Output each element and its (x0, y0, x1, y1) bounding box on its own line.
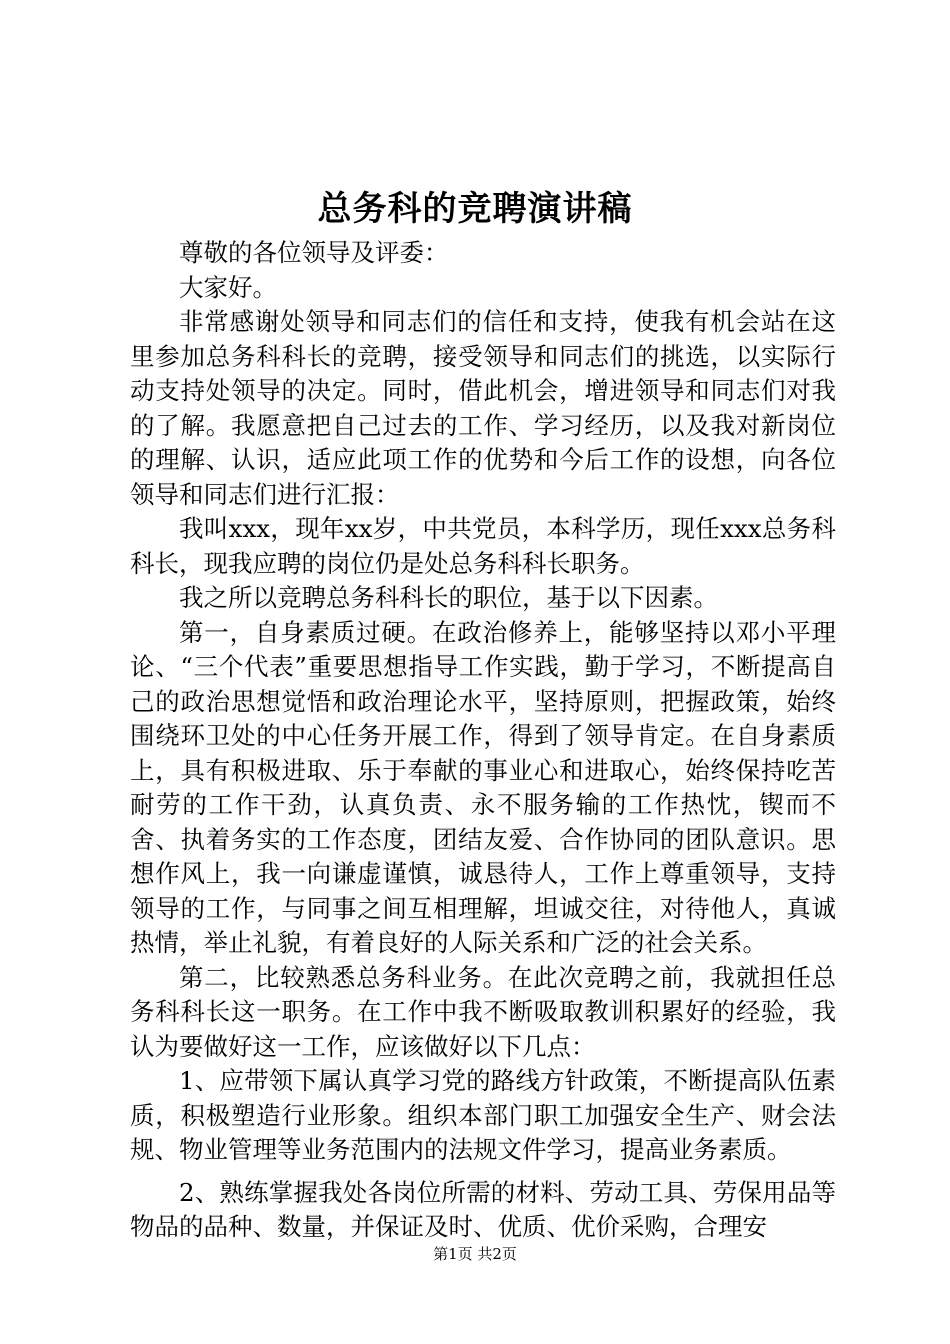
paragraph-intro: 非常感谢处领导和同志们的信任和支持，使我有机会站在这里参加总务科科长的竞聘，接受领导和同志们的挑选，以实际行动支持处领导的决定。同时，借此机会，增进领导和同志们对我的了解。我愿意把自己过去的工作、学习经历，以及我对新岗位的理解、认识，适应此项工作的优势和今后工作的设想，向各位领导和同志们进行汇报： (130, 307, 836, 509)
paragraph-first-point: 第一，自身素质过硬。在政治修养上，能够坚持以邓小平理论、“三个代表”重要思想指导工作实践，勤于学习，不断提高自己的政治思想觉悟和政治理论水平，坚持原则，把握政策，始终围绕环卫处的中心任务开展工作，得到了领导肯定。在自身素质上，具有积极进取、乐于奉献的事业心和进取心，始终保持吃苦耐劳的工作干劲，认真负责、永不服务输的工作热忱，锲而不舍、执着务实的工作态度，团结友爱、合作协同的团队意识。思想作风上，我一向谦虚谨慎，诚恳待人，工作上尊重领导，支持领导的工作，与同事之间互相理解，坦诚交往，对待他人，真诚热情，举止礼貌，有着良好的人际关系和广泛的社会关系。 (130, 617, 836, 957)
paragraph-self-intro: 我叫xxx，现年xx岁，中共党员，本科学历，现任xxx总务科科长，现我应聘的岗位仍是处总务科科长职务。 (130, 514, 836, 578)
paragraph-second-point: 第二，比较熟悉总务科业务。在此次竞聘之前，我就担任总务科科长这一职务。在工作中我不断吸取教训积累好的经验，我认为要做好这一工作，应该做好以下几点： (130, 962, 836, 1061)
document-body (130, 236, 836, 1245)
paragraph-reasons: 我之所以竞聘总务科科长的职位，基于以下因素。 (179, 583, 718, 612)
document-title: 总务科的竞聘演讲稿 (317, 189, 633, 229)
paragraph-item-1: 1、应带领下属认真学习党的路线方针政策，不断提高队伍素质，积极塑造行业形象。组织本部门职工加强安全生产、财会法规、物业管理等业务范围内的法规文件学习，提高业务素质。 (130, 1066, 836, 1164)
greeting: 大家好。 (179, 272, 277, 302)
paragraph-item-2: 2、熟练掌握我处各岗位所需的材料、劳动工具、劳保用品等物品的品种、数量，并保证及时、优质、优价采购，合理安 (130, 1177, 836, 1241)
salutation: 尊敬的各位领导及评委： (179, 238, 449, 267)
page-footer: 第1页 共2页 (433, 1245, 517, 1263)
